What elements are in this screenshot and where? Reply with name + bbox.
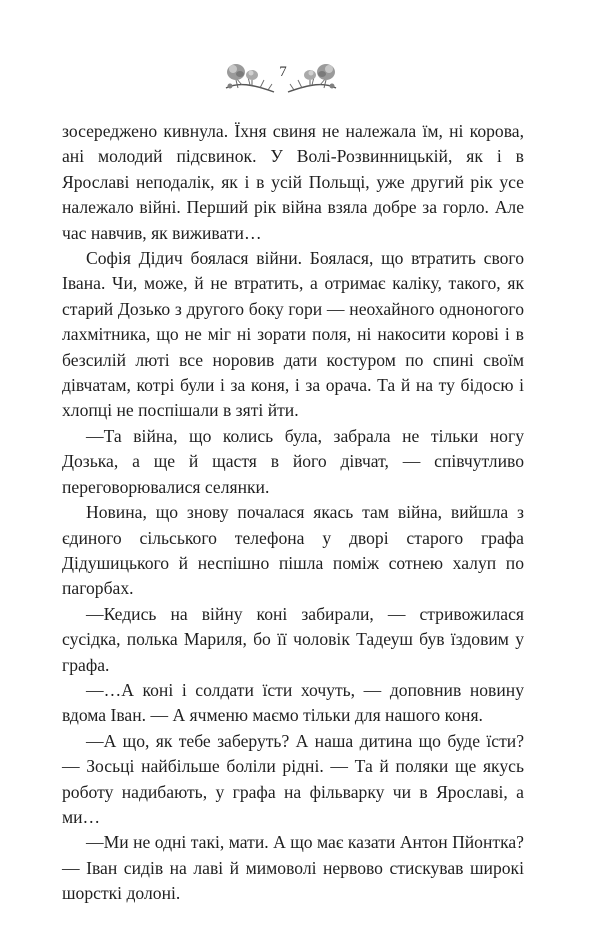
thistle-ornament-right bbox=[284, 58, 340, 98]
page-number: 7 bbox=[279, 64, 287, 80]
paragraph: —Кедись на війну коні забирали, — стривожилася сусідка, полька Мариля, бо її чоловік Тадеуш був їздовим у графа. bbox=[62, 603, 524, 675]
page-header bbox=[0, 56, 600, 106]
paragraph: —А що, як тебе заберуть? А наша дитина що буде їсти? — Зосьці найбільше боліли рідні. — Та й поляки ще якусь роботу надибають, у графа на фільварку чи в Ярославі, а ми… bbox=[62, 730, 524, 827]
paragraph: —Ми не одні такі, мати. А що має казати Антон Пйонтка? — Іван сидів на лаві й мимоволі нервово стискував широкі шорсткі долоні. bbox=[62, 832, 524, 904]
paragraph: Софія Дідич боялася війни. Боялася, що втратить свого Івана. Чи, може, й не втратить, а отримає каліку, такого, як старий Дозько з другого боку гори — неохайного одноногого лахмітника, що не міг ні зорати поля, ні накосити корові і в безсилій люті все норовив дати костуром по спині своїм дівчатам, котрі були і за коня, і за орача. Та й на ту бідосю і хлопці не поспішали в зяті йти. bbox=[62, 248, 524, 421]
paragraph: зосереджено кивнула. Їхня свиня не належала їм, ні корова, ані молодий підсвинок. У Волі-Розвинницькій, як і в Ярославі неподалік, як і в усій Польщі, уже другий рік усе належало війні. Перший рік війна взяла добре за горло. Але час навчив, як виживати… bbox=[62, 121, 524, 243]
thistle-ornament-left bbox=[222, 58, 278, 98]
body-text bbox=[62, 119, 524, 907]
paragraph: —…А коні і солдати їсти хочуть, — доповнив новину вдома Іван. — А ячменю маємо тільки для нашого коня. bbox=[62, 679, 524, 726]
paragraph: Новина, що знову почалася якась там війна, вийшла з єдиного сільського телефона у дворі старого графа Дідушицького й неспішно пішла поміж сотнею халуп по пагорбах. bbox=[62, 502, 524, 599]
paragraph: —Та війна, що колись була, забрала не тільки ногу Дозька, а ще й щастя в його дівчат, — співчутливо переговорювалися селянки. bbox=[62, 425, 524, 497]
